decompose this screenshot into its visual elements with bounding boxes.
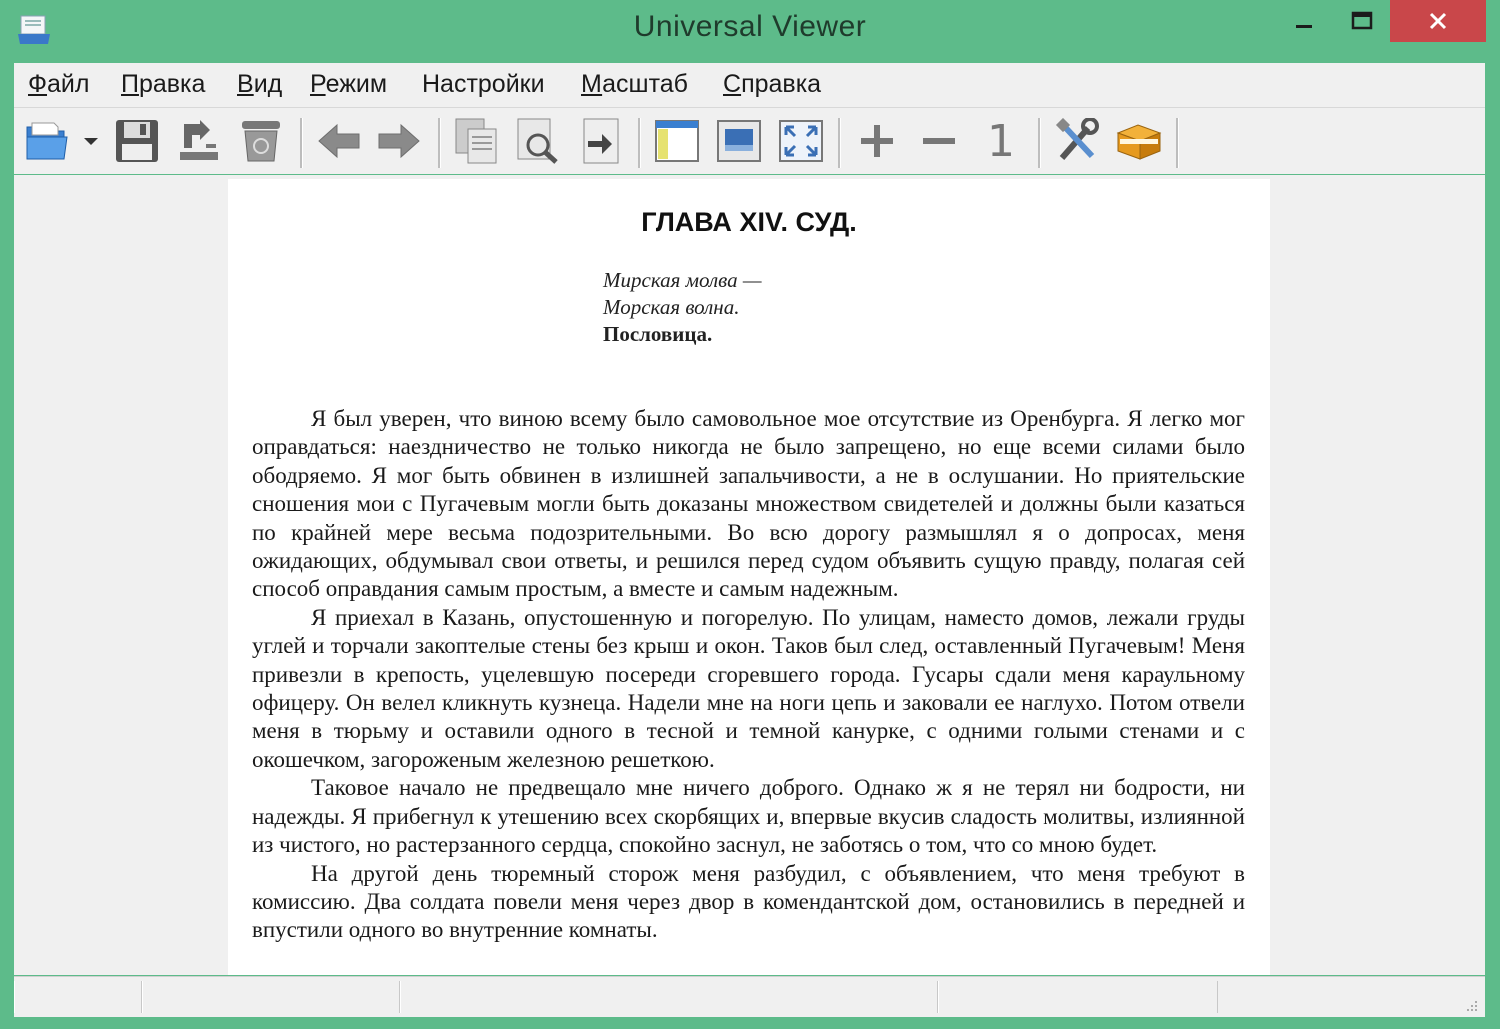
status-cell <box>14 981 142 1013</box>
toolbar-separator <box>300 118 303 168</box>
toolbar-separator <box>638 118 641 168</box>
menu-zoom[interactable]: Масштаб <box>581 70 688 98</box>
title-bar[interactable] <box>0 0 1500 62</box>
epigraph-source: Пословица. <box>603 322 713 346</box>
actual-size-icon: 1 <box>987 115 1015 167</box>
maximize-icon <box>1351 11 1373 31</box>
document-page[interactable] <box>228 179 1270 975</box>
settings-button[interactable] <box>1052 116 1102 166</box>
open-dropdown-button[interactable] <box>80 116 102 166</box>
reload-icon <box>176 118 222 164</box>
menu-view[interactable]: Вид <box>237 70 283 98</box>
menu-help[interactable]: Справка <box>723 70 822 98</box>
minimize-icon <box>1294 11 1314 31</box>
toolbar-separator <box>438 118 441 168</box>
toolbar-separator <box>838 118 841 168</box>
zoom-in-button[interactable] <box>852 116 902 166</box>
epigraph <box>603 267 762 348</box>
status-cell <box>400 981 938 1013</box>
export-button[interactable] <box>576 116 626 166</box>
close-icon <box>1428 11 1448 31</box>
viewer-area[interactable] <box>14 175 1485 975</box>
status-bar <box>14 976 1485 1017</box>
paragraph: На другой день тюремный сторож меня разбудил, с объявлением, что меня требуют в комиссию. Два солдата повели меня через двор в комендантской дом, остановились в передней и впустили одного во внутренние комнаты. <box>252 860 1245 943</box>
zoom-out-icon <box>919 121 959 161</box>
toolbar-separator <box>1038 118 1041 168</box>
back-button[interactable] <box>314 116 364 166</box>
toolbar-separator <box>1176 118 1179 168</box>
toolbar <box>14 108 1485 174</box>
forward-button[interactable] <box>374 116 424 166</box>
status-cell <box>938 981 1218 1013</box>
fullscreen-icon <box>778 119 824 163</box>
actual-size-button[interactable] <box>976 116 1026 166</box>
dropdown-arrow-icon <box>83 136 99 146</box>
save-icon <box>114 118 160 164</box>
save-button[interactable] <box>112 116 162 166</box>
export-icon <box>578 117 624 165</box>
copy-button[interactable] <box>452 116 502 166</box>
close-button[interactable] <box>1390 0 1486 42</box>
fullscreen-button[interactable] <box>776 116 826 166</box>
plugins-box-icon <box>1114 119 1164 163</box>
reload-button[interactable] <box>174 116 224 166</box>
minimize-button[interactable] <box>1284 0 1324 42</box>
forward-arrow-icon <box>377 121 421 161</box>
menu-file[interactable]: Файл <box>28 70 90 98</box>
find-button[interactable] <box>514 116 564 166</box>
paragraph: Таковое начало не предвещало мне ничего доброго. Однако ж я не терял ни бодрости, ни надежды. Я прибегнул к утешению всех скорбящих и, впервые вкусив сладость молитвы, излиянной из чистого, но растерзанного сердца, спокойно заснул, не заботясь о том, что со мною будет. <box>252 775 1245 858</box>
copy-icon <box>454 117 500 165</box>
find-icon <box>516 117 562 165</box>
epigraph-line: Мирская молва — <box>603 268 762 292</box>
delete-icon <box>238 117 284 165</box>
document-body <box>252 405 1245 945</box>
menu-settings[interactable]: Настройки <box>422 70 545 98</box>
settings-tools-icon <box>1054 118 1100 164</box>
open-button[interactable] <box>22 116 72 166</box>
plugins-button[interactable] <box>1114 116 1164 166</box>
menu-bar <box>14 63 1485 108</box>
paragraph: Я приехал в Казань, опустошенную и погорелую. По улицам, наместо домов, лежали груды углей и торчали закоптелые стены без крыш и окон. Таков был след, оставленный Пугачевым! Меня привезли в крепость, уцелевшую посереди сгоревшего города. Гусары сдали меня караульному офицеру. Он велел кликнуть кузнеца. Надели мне на ноги цепь и заковали ее наглухо. Потом отвели меня в тюрьму и оставили одного в тесной и темной канурке, с одними голыми стенами и с окошечком, загороженым железною решеткою. <box>252 604 1245 772</box>
paragraph: Я был уверен, что виною всему было самовольное мое отсутствие из Оренбурга. Я легко мог оправдаться: наездничество не только никогда не было запрещено, но еще всеми силами было ободряемо. Я мог быть обвинен в излишней запальчивости, а не в ослушании. Но приятельские сношения мои с Пугачевым могли быть доказаны множеством свидетелей и должны были казаться по крайней мере весьма подозрительными. Во всю дорогу размышлял я о допросах, меня ожидающих, обдумывал свои ответы, и решился перед судом объявить сущую правду, полагая сей способ оправдания самым простым, а вместе и самым надежным. <box>252 406 1245 602</box>
chapter-title: ГЛАВА XIV. СУД. <box>641 207 857 237</box>
image-view-icon <box>716 119 762 163</box>
maximize-button[interactable] <box>1340 0 1384 42</box>
delete-button[interactable] <box>236 116 286 166</box>
open-folder-icon <box>24 119 70 163</box>
status-cell <box>142 981 400 1013</box>
back-arrow-icon <box>317 121 361 161</box>
zoom-out-button[interactable] <box>914 116 964 166</box>
menu-edit[interactable]: Правка <box>121 70 206 98</box>
epigraph-line: Морская волна. <box>603 295 740 319</box>
zoom-in-icon <box>857 121 897 161</box>
window-title: Universal Viewer <box>633 10 867 43</box>
image-view-button[interactable] <box>714 116 764 166</box>
menu-mode[interactable]: Режим <box>310 70 388 98</box>
sidebar-icon <box>654 119 700 163</box>
sidebar-toggle-button[interactable] <box>652 116 702 166</box>
resize-grip-icon[interactable] <box>1463 997 1479 1013</box>
